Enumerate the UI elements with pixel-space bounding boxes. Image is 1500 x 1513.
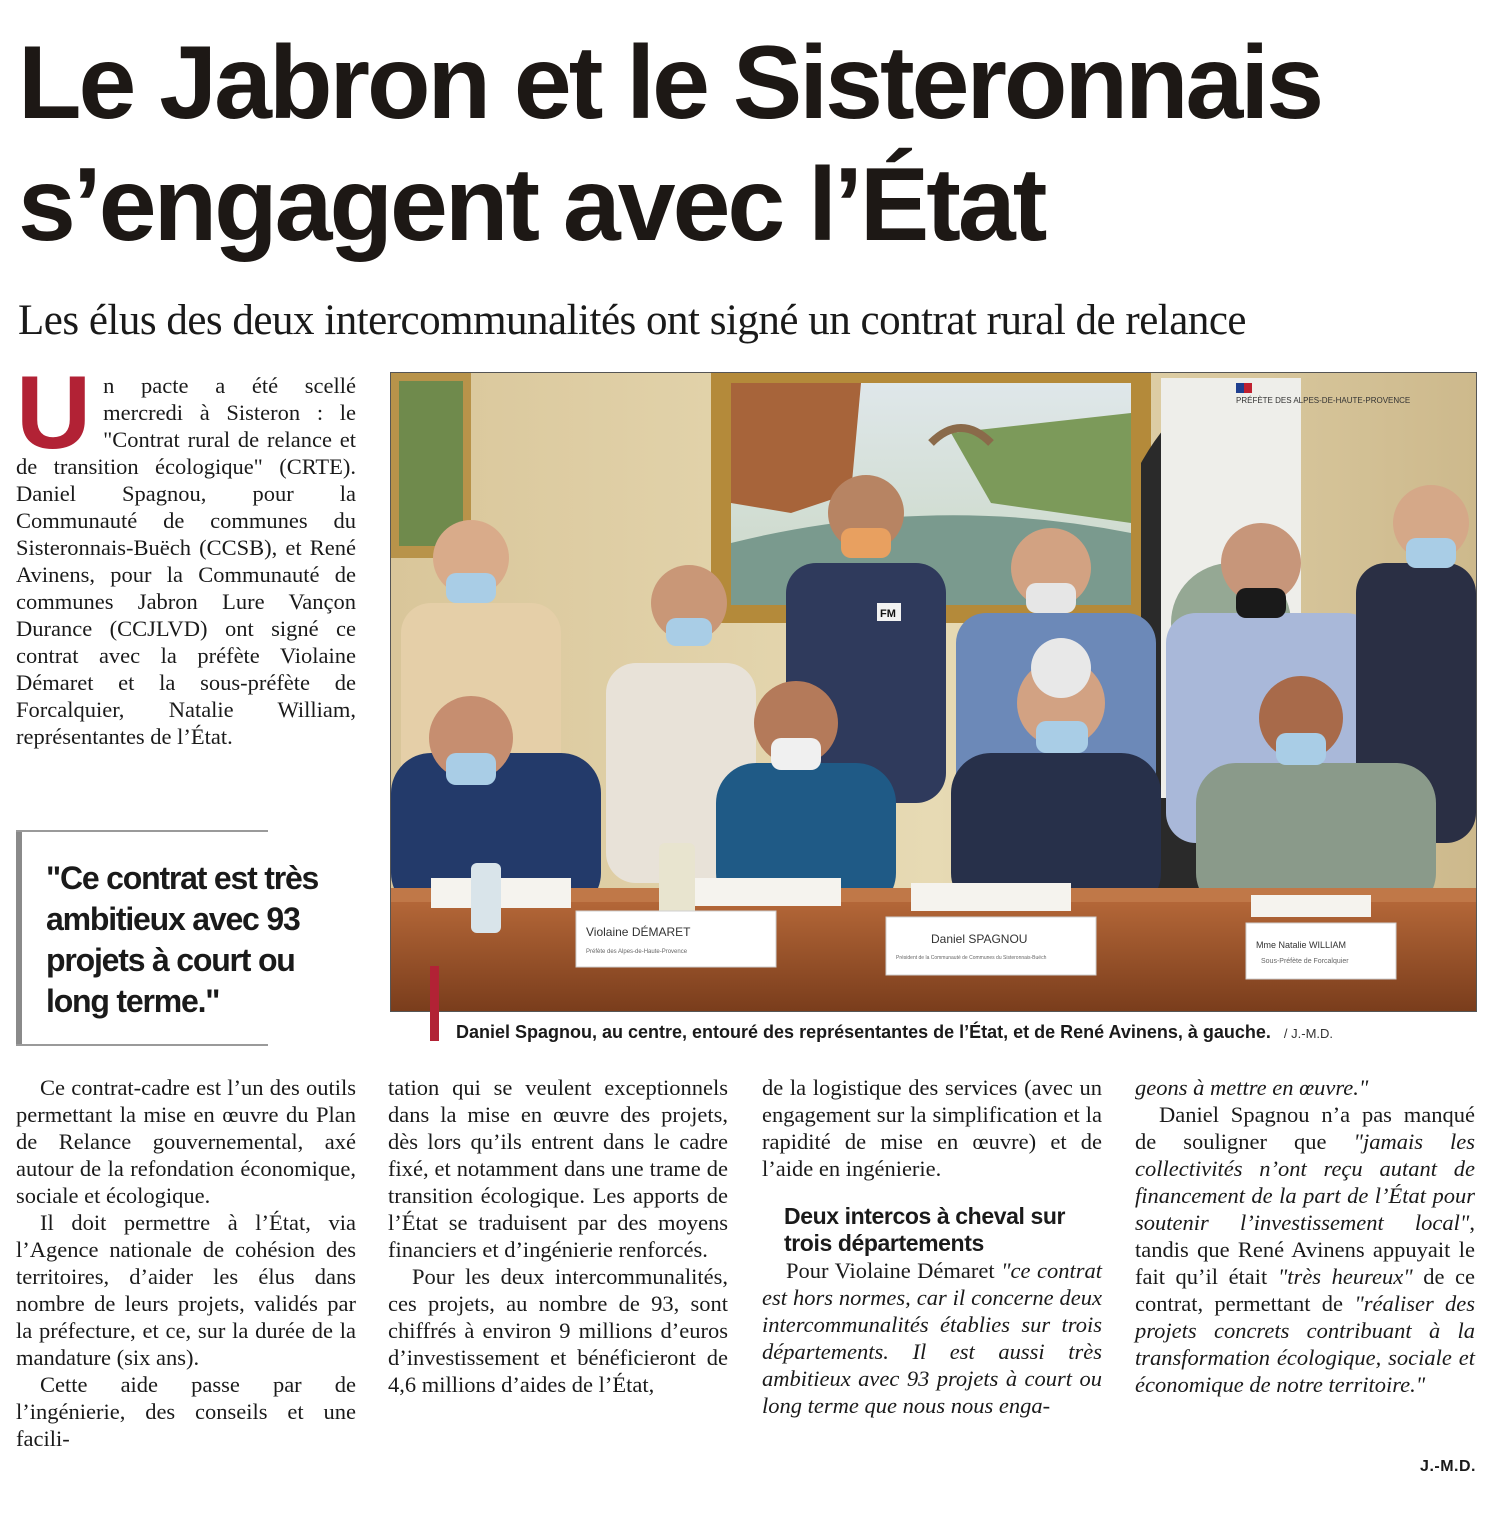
- headline: [18, 22, 1488, 266]
- text-run: , tandis que René Avinens appuyait le fait qu’il était: [1135, 1210, 1475, 1289]
- quote-spagnou: "jamais les collectivités n’ont reçu autant de financement de la part de l’État pour soutenir l’investissement local": [1135, 1129, 1476, 1235]
- body-column-2: [388, 1074, 728, 1398]
- body-paragraph: Pour les deux intercommunalités, ces projets, au nombre de 93, sont chiffrés à environ 9 millions d’euros d’investissement et bénéficieront de 4,6 millions d’aides de l’État,: [388, 1264, 728, 1397]
- drop-cap: U: [16, 355, 92, 471]
- lead-text: n pacte a été scellé mercredi à Sisteron : le "Contrat rural de relance et de transition écologique" (CRTE). Daniel Spagnou, pour la Communauté de communes du Sisteronnais-Buëch (CCSB), et René Avinens, pour la Communauté de communes Jabron Lure Vançon Durance (CCJLVD) ont signé ce contrat avec la préfète Violaine Démaret et la sous-préfète de Forcalquier, Natalie William, représentantes de l’État.: [16, 373, 356, 749]
- body-column-4: [1135, 1074, 1475, 1398]
- body-paragraph: [762, 1257, 1102, 1419]
- quote-avinens-1: "très heureux": [1277, 1264, 1413, 1289]
- body-paragraph: [1135, 1101, 1475, 1398]
- caption-text: Daniel Spagnou, au centre, entouré des représentantes de l’État, et de René Avinens, à gauche.: [456, 1022, 1271, 1042]
- nameplate-2-subtitle: Président de la Communauté de Communes du Sisteronnais-Buëch: [896, 955, 1047, 961]
- photo-illustration: [391, 373, 1476, 1011]
- subheadline: Les élus des deux intercommunalités ont signé un contrat rural de relance: [18, 297, 1246, 344]
- quote-avinens-2: "réaliser des projets concrets contribuant à la transformation écologique, sociale et économique de notre territoire.": [1135, 1291, 1476, 1397]
- nameplate-2: Daniel SPAGNOU: [931, 932, 1028, 946]
- headline-line-1: Le Jabron et le Sisteronnais: [18, 25, 1322, 141]
- body-paragraph: Cette aide passe par de l’ingénierie, des conseils et une facili-: [16, 1372, 356, 1451]
- pull-quote-text: "Ce contrat est très ambitieux avec 93 projets à court ou long terme.": [46, 860, 319, 1019]
- body-paragraph: [1135, 1074, 1475, 1101]
- photo-credit: / J.-M.D.: [1283, 1026, 1334, 1041]
- pull-quote-box: [16, 830, 319, 1046]
- quote-demaret: "ce contrat est hors normes, car il concerne deux intercommunalités établies sur trois départements. Il est aussi très ambitieux avec 93 projets à court ou long terme que nous nous enga-: [762, 1258, 1102, 1418]
- body-paragraph: de la logistique des services (avec un engagement sur la simplification et la rapidité de mise en œuvre) et de l’aide en ingénierie.: [762, 1075, 1102, 1181]
- shirt-badge-text: FM: [880, 608, 896, 620]
- caption-accent-bar: [430, 966, 439, 1041]
- body-paragraph: Il doit permettre à l’État, via l’Agence nationale de cohésion des territoires, d’aider les élus dans nombre de leurs projets, validés par la préfecture, et ce, sur la durée de la mandature (six ans).: [16, 1210, 356, 1370]
- body-column-3: [762, 1074, 1102, 1419]
- nameplate-3: Mme Natalie WILLIAM: [1256, 940, 1347, 950]
- nameplate-3-subtitle: Sous-Préfète de Forcalquier: [1261, 958, 1349, 965]
- banner-text: PRÉFÈTE DES ALPES-DE-HAUTE-PROVENCE: [1236, 396, 1411, 405]
- nameplate-1-subtitle: Préfète des Alpes-de-Haute-Provence: [586, 949, 688, 955]
- section-heading: Deux intercos à cheval sur trois départements: [784, 1203, 1066, 1256]
- nameplate-1: Violaine DÉMARET: [586, 925, 691, 939]
- quote-demaret-end: geons à mettre en œuvre.": [1135, 1075, 1369, 1100]
- text-run: de ce contrat, permettant de: [1135, 1264, 1475, 1316]
- author-signature: J.-M.D.: [1420, 1458, 1476, 1475]
- body-column-1: [16, 1074, 356, 1452]
- lead-paragraph: [16, 355, 356, 750]
- photo-caption: [456, 1020, 1333, 1046]
- body-paragraph: tation qui se veulent exceptionnels dans la mise en œuvre des projets, dès lors qu’ils entrent dans le cadre fixé, et notamment dans une trame de transition écologique. Les apports de l’État se traduisent par des moyens financiers et d’ingénierie renforcés.: [388, 1075, 728, 1262]
- text-run: Daniel Spagnou n’a pas manqué de souligner que: [1135, 1102, 1475, 1154]
- pull-quote-bar: [16, 832, 22, 1044]
- article-photo: [390, 372, 1477, 1012]
- headline-line-2: s’engagent avec l’État: [18, 147, 1045, 263]
- body-paragraph: Ce contrat-cadre est l’un des outils permettant la mise en œuvre du Plan de Relance gouvernemental, axé autour de la refondation économique, sociale et écologique.: [16, 1075, 356, 1208]
- quote-intro: Pour Violaine Démaret: [786, 1258, 1002, 1283]
